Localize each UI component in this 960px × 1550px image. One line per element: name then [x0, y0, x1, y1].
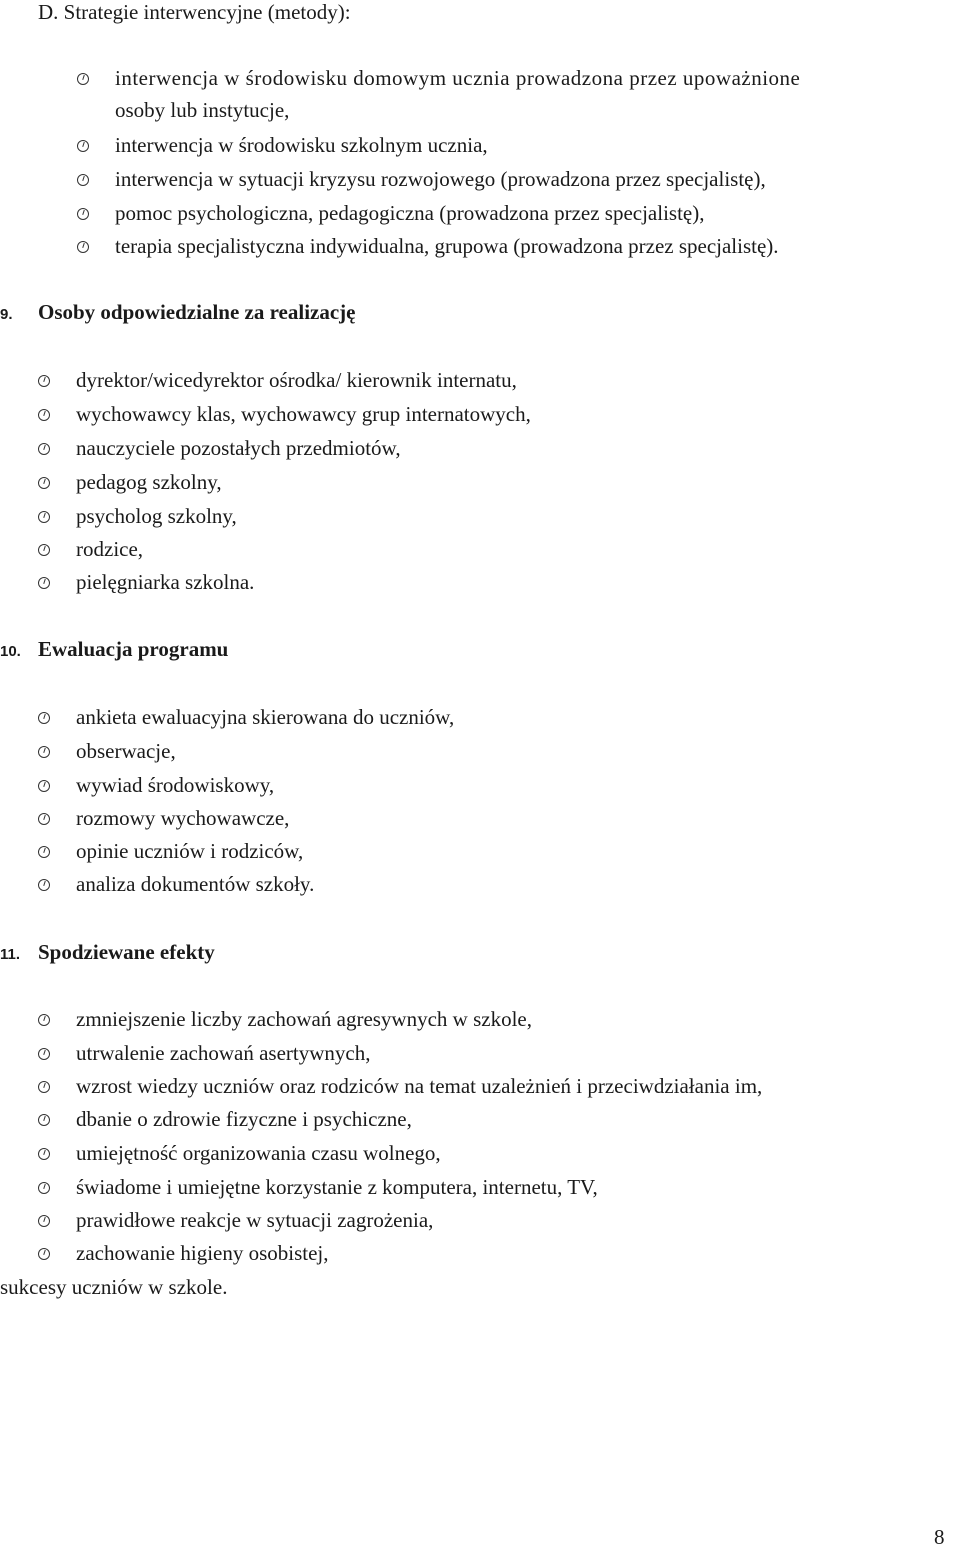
list-item: pomoc psychologiczna, pedagogiczna (prowadzona przez specjalistę), [115, 201, 705, 225]
list-item: wychowawcy klas, wychowawcy grup internatowych, [76, 402, 531, 426]
list-item: nauczyciele pozostałych przedmiotów, [76, 436, 401, 460]
clock-bullet-icon [77, 208, 89, 220]
list-item: rozmowy wychowawcze, [76, 806, 290, 830]
list-item: utrwalenie zachowań asertywnych, [76, 1041, 371, 1065]
clock-bullet-icon [77, 73, 89, 85]
list-item: opinie uczniów i rodziców, [76, 839, 304, 863]
list-item: obserwacje, [76, 739, 176, 763]
list-item: ankieta ewaluacyjna skierowana do uczniów, [76, 705, 455, 729]
clock-bullet-icon [38, 577, 50, 589]
page-number: 8 [934, 1525, 945, 1549]
list-item: dyrektor/wicedyrektor ośrodka/ kierownik internatu, [76, 368, 517, 392]
list-item: prawidłowe reakcje w sytuacji zagrożenia, [76, 1208, 434, 1232]
clock-bullet-icon [77, 140, 89, 152]
clock-bullet-icon [38, 443, 50, 455]
list-item: interwencja w środowisku domowym ucznia prowadzona przez upoważnione [115, 66, 801, 90]
list-item-continuation: osoby lub instytucje, [115, 98, 290, 122]
list-item: wywiad środowiskowy, [76, 773, 275, 797]
clock-bullet-icon [38, 780, 50, 792]
section-number: 9. [0, 306, 13, 323]
clock-bullet-icon [77, 241, 89, 253]
list-item: pedagog szkolny, [76, 470, 222, 494]
clock-bullet-icon [38, 846, 50, 858]
clock-bullet-icon [38, 544, 50, 556]
list-item: interwencja w środowisku szkolnym ucznia, [115, 133, 488, 157]
section-heading: Spodziewane efekty [38, 940, 215, 964]
list-item: świadome i umiejętne korzystanie z komputera, internetu, TV, [76, 1175, 598, 1199]
clock-bullet-icon [38, 1148, 50, 1160]
clock-bullet-icon [38, 1048, 50, 1060]
list-item: analiza dokumentów szkoły. [76, 872, 315, 896]
list-item: zachowanie higieny osobistej, [76, 1241, 329, 1265]
list-item: psycholog szkolny, [76, 504, 237, 528]
clock-bullet-icon [38, 1114, 50, 1126]
list-item: interwencja w sytuacji kryzysu rozwojowego (prowadzona przez specjalistę), [115, 167, 766, 191]
list-item: dbanie o zdrowie fizyczne i psychiczne, [76, 1107, 412, 1131]
clock-bullet-icon [38, 477, 50, 489]
list-item: wzrost wiedzy uczniów oraz rodziców na temat uzależnień i przeciwdziałania im, [76, 1074, 763, 1098]
trailing-text: sukcesy uczniów w szkole. [0, 1275, 228, 1299]
list-item: zmniejszenie liczby zachowań agresywnych w szkole, [76, 1007, 532, 1031]
clock-bullet-icon [38, 1182, 50, 1194]
list-item: terapia specjalistyczna indywidualna, grupowa (prowadzona przez specjalistę). [115, 234, 779, 258]
clock-bullet-icon [38, 813, 50, 825]
clock-bullet-icon [38, 1248, 50, 1260]
clock-bullet-icon [38, 1215, 50, 1227]
list-item: rodzice, [76, 537, 144, 561]
clock-bullet-icon [38, 879, 50, 891]
list-item: pielęgniarka szkolna. [76, 570, 255, 594]
section-d-title: D. Strategie interwencyjne (metody): [38, 0, 351, 24]
clock-bullet-icon [38, 1014, 50, 1026]
clock-bullet-icon [38, 1081, 50, 1093]
clock-bullet-icon [38, 746, 50, 758]
clock-bullet-icon [38, 375, 50, 387]
clock-bullet-icon [38, 712, 50, 724]
section-number: 11. [0, 946, 21, 963]
section-number: 10. [0, 643, 21, 660]
section-heading: Osoby odpowiedzialne za realizację [38, 300, 356, 324]
clock-bullet-icon [38, 409, 50, 421]
section-heading: Ewaluacja programu [38, 637, 229, 661]
clock-bullet-icon [38, 511, 50, 523]
clock-bullet-icon [77, 174, 89, 186]
list-item: umiejętność organizowania czasu wolnego, [76, 1141, 441, 1165]
